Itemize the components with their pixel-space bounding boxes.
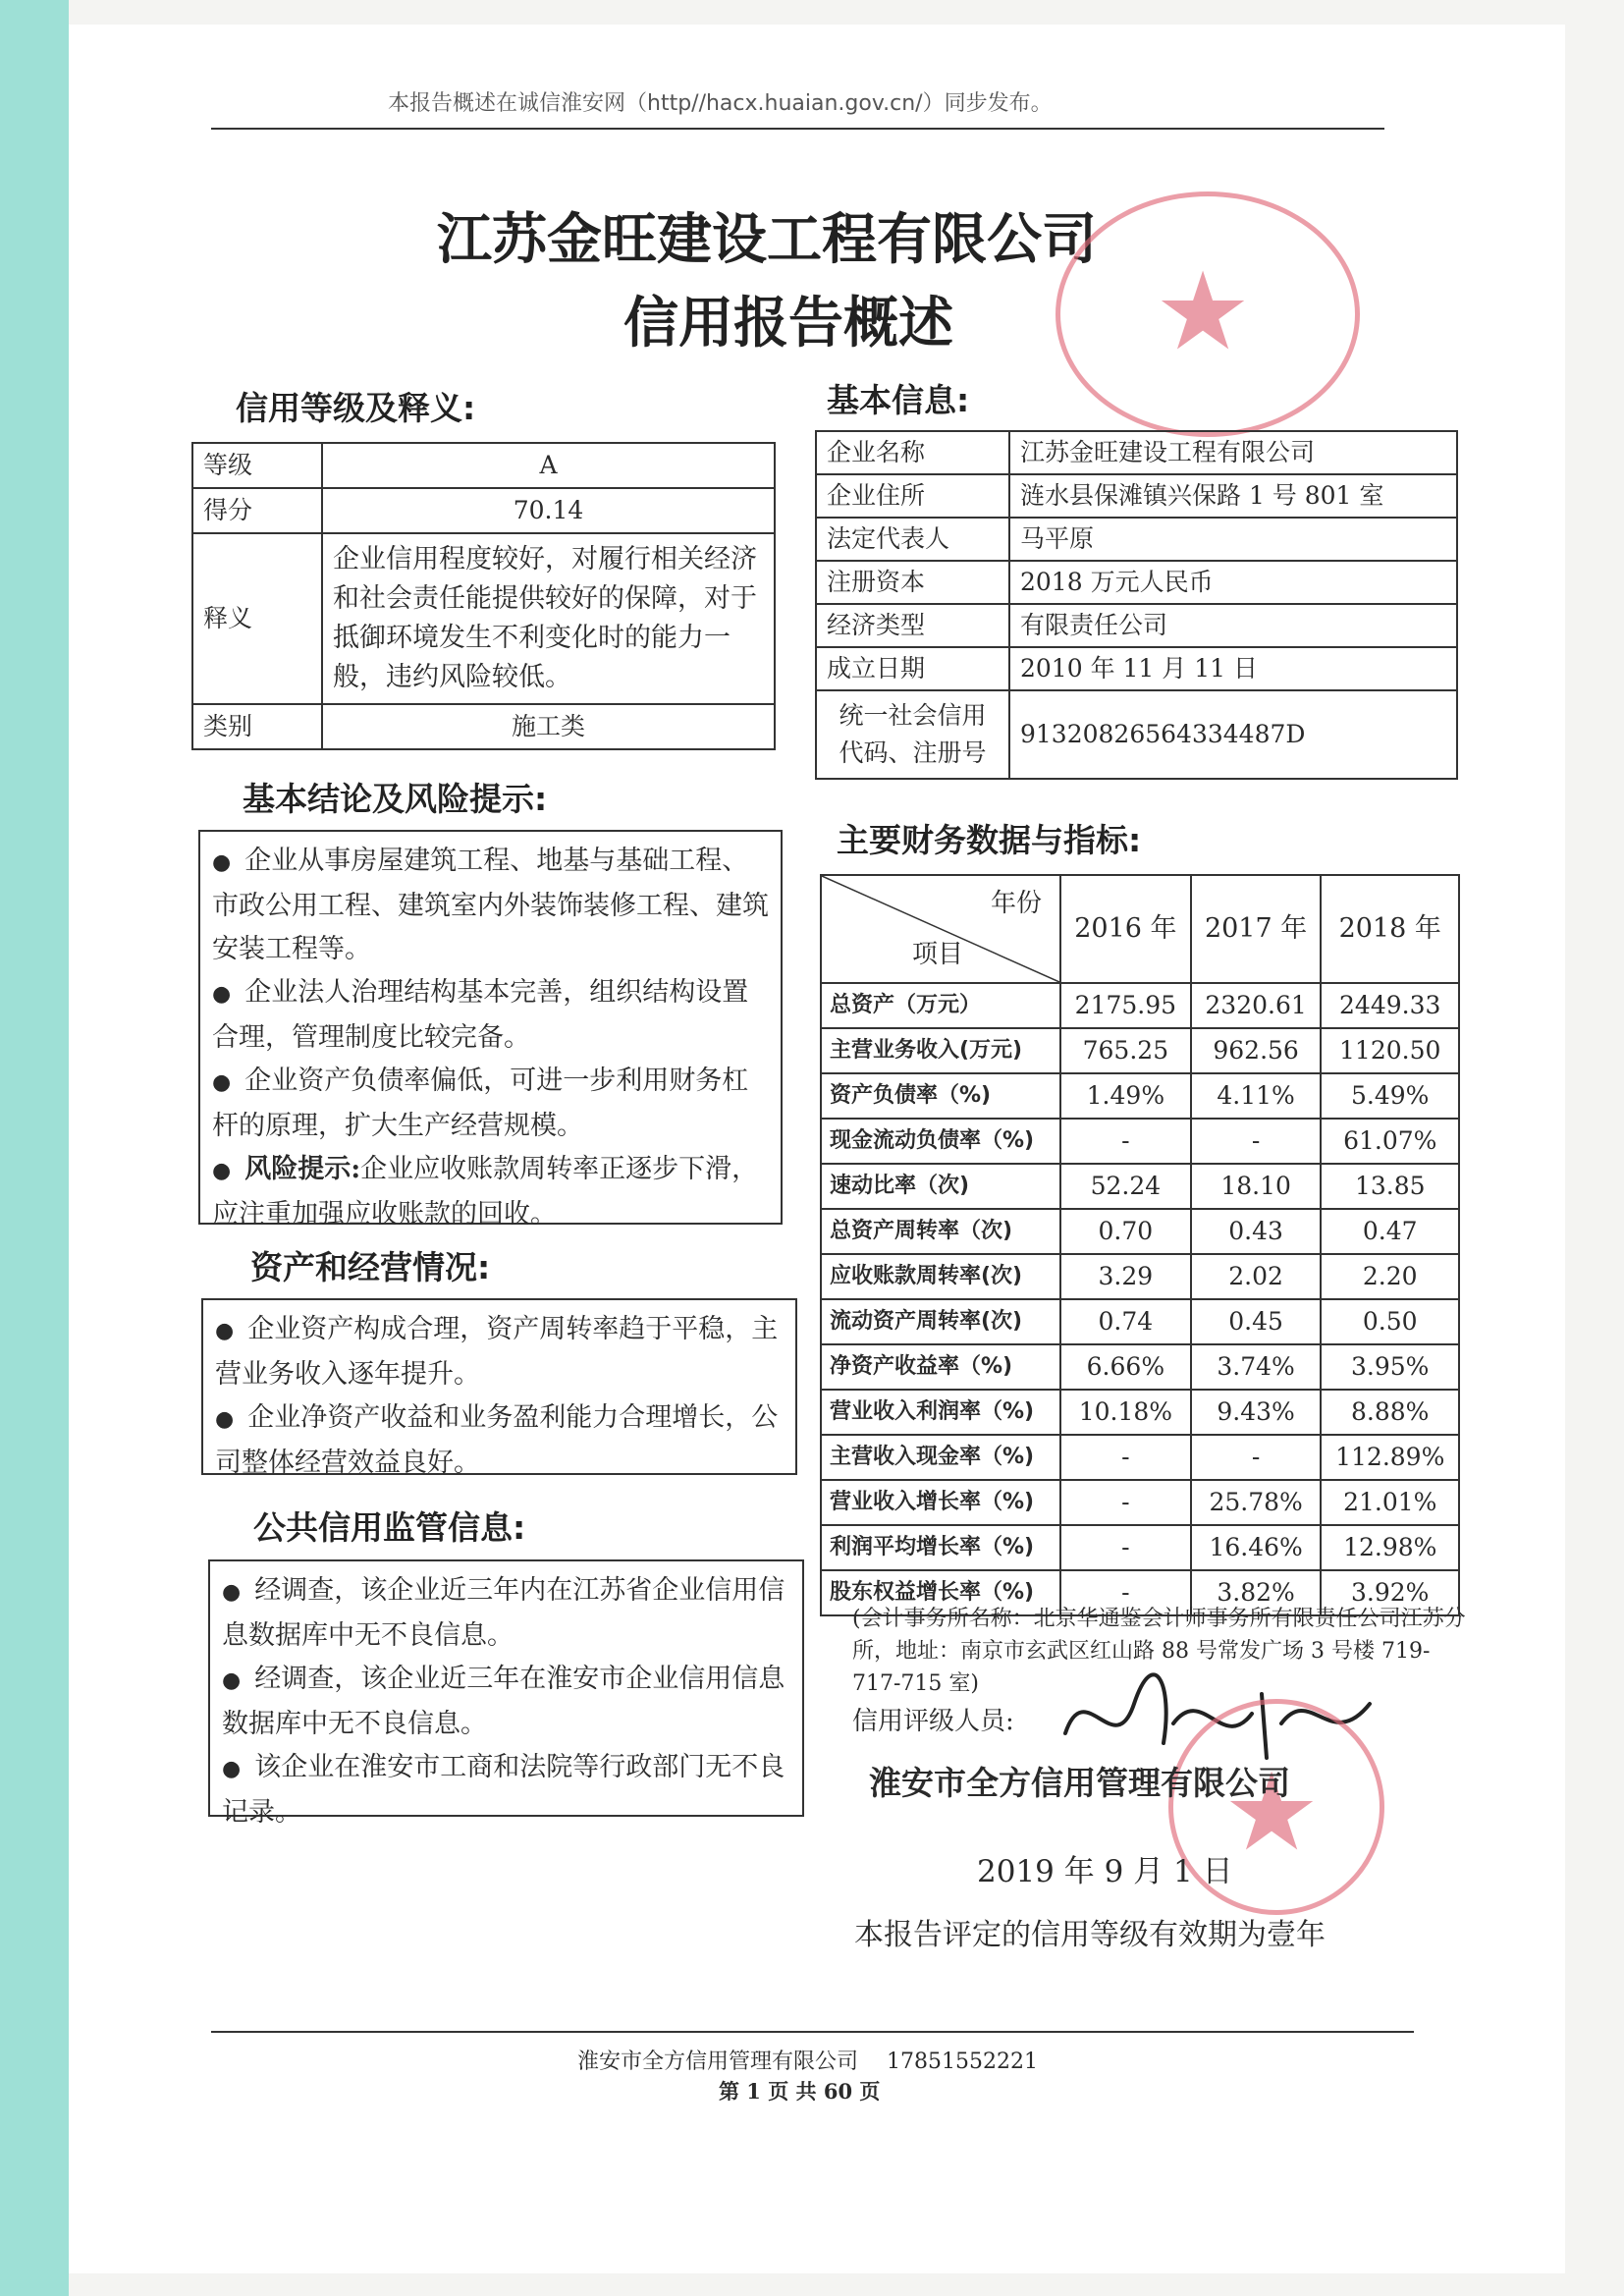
basic-label: 企业住所 xyxy=(816,474,1009,518)
issuer-name: 淮安市全方信用管理有限公司 xyxy=(869,1764,1290,1802)
finance-rows xyxy=(821,983,1459,1615)
finance-value: - xyxy=(1060,1525,1191,1570)
year-header: 2016 年 xyxy=(1060,875,1191,983)
risk-label: 风险提示: xyxy=(244,1154,361,1184)
finance-value: - xyxy=(1060,1119,1191,1164)
meaning-label: 释义 xyxy=(192,533,322,704)
finance-row-label: 主营业务收入(万元) xyxy=(821,1028,1060,1073)
basic-value: 2018 万元人民币 xyxy=(1009,561,1457,604)
finance-value: 10.18% xyxy=(1060,1390,1191,1435)
finance-value: 0.47 xyxy=(1321,1209,1459,1254)
credit-code-label-line1: 统一社会信用 xyxy=(839,701,987,730)
footer-page-number: 第 1 页 共 60 页 xyxy=(719,2079,881,2104)
basic-label: 经济类型 xyxy=(816,604,1009,647)
finance-value: - xyxy=(1060,1480,1191,1525)
supervision-item: ● 该企业在淮安市工商和法院等行政部门无不良记录。 xyxy=(222,1746,790,1834)
finance-value: 2449.33 xyxy=(1321,983,1459,1028)
finance-value: 0.50 xyxy=(1321,1299,1459,1344)
conclusion-item: ● 企业从事房屋建筑工程、地基与基础工程、市政公用工程、建筑室内外装饰装修工程、建筑安装工程等。 xyxy=(212,840,769,971)
finance-value: 962.56 xyxy=(1191,1028,1322,1073)
assets-box xyxy=(201,1298,797,1478)
finance-row-label: 股东权益增长率（%) xyxy=(821,1570,1060,1615)
publication-notice: 本报告概述在诚信淮安网（http//hacx.huaian.gov.cn/）同步发布。 xyxy=(388,91,1053,116)
finance-value: 4.11% xyxy=(1191,1073,1322,1119)
assets-item: ● 企业资产构成合理，资产周转率趋于平稳，主营业务收入逐年提升。 xyxy=(215,1308,784,1396)
conclusion-item: ● 企业资产负债率偏低，可进一步利用财务杠杆的原理，扩大生产经营规模。 xyxy=(212,1060,769,1148)
conclusion-box xyxy=(198,830,783,1230)
finance-row xyxy=(821,1073,1459,1119)
finance-row xyxy=(821,1525,1459,1570)
finance-value: - xyxy=(1191,1119,1322,1164)
finance-row xyxy=(821,1028,1459,1073)
finance-value: 2320.61 xyxy=(1191,983,1322,1028)
finance-row xyxy=(821,1480,1459,1525)
footer-divider xyxy=(211,2031,1414,2033)
risk-text: 企业应收账款周转率正逐步下滑，应注重加强应收账款的回收。 xyxy=(212,1154,759,1230)
finance-value: 9.43% xyxy=(1191,1390,1322,1435)
finance-value: 3.74% xyxy=(1191,1344,1322,1390)
supervision-heading: 公共信用监管信息: xyxy=(253,1508,526,1547)
report-title: 信用报告概述 xyxy=(623,292,953,355)
finance-row-label: 利润平均增长率（%) xyxy=(821,1525,1060,1570)
issue-date: 2019 年 9 月 1 日 xyxy=(977,1854,1233,1889)
basic-label: 法定代表人 xyxy=(816,518,1009,561)
finance-heading: 主要财务数据与指标: xyxy=(837,821,1142,859)
finance-value: 12.98% xyxy=(1321,1525,1459,1570)
footer-phone: 17851552221 xyxy=(887,2050,1038,2074)
finance-value: 13.85 xyxy=(1321,1164,1459,1209)
credit-code-label xyxy=(816,690,1009,779)
finance-row xyxy=(821,1435,1459,1480)
finance-value: 3.95% xyxy=(1321,1344,1459,1390)
finance-row xyxy=(821,1390,1459,1435)
finance-row-label: 营业收入增长率（%) xyxy=(821,1480,1060,1525)
finance-value: 1120.50 xyxy=(1321,1028,1459,1073)
corner-year-label: 年份 xyxy=(990,889,1042,918)
finance-value: 0.70 xyxy=(1060,1209,1191,1254)
grade-label: 等级 xyxy=(192,443,322,488)
year-header: 2018 年 xyxy=(1321,875,1459,983)
finance-table xyxy=(820,874,1460,1616)
finance-value: 0.74 xyxy=(1060,1299,1191,1344)
finance-row-label: 应收账款周转率(次) xyxy=(821,1254,1060,1299)
finance-row-label: 净资产收益率（%) xyxy=(821,1344,1060,1390)
finance-row xyxy=(821,1344,1459,1390)
seal-star-icon: ★ xyxy=(1154,248,1252,374)
finance-value: 1.49% xyxy=(1060,1073,1191,1119)
conclusion-item: ● 企业法人治理结构基本完善，组织结构设置合理，管理制度比较完备。 xyxy=(212,971,769,1060)
finance-value: 0.43 xyxy=(1191,1209,1322,1254)
meaning-value: 企业信用程度较好，对履行相关经济和社会责任能提供较好的保障，对于抵御环境发生不利变化时的能力一般，违约风险较低。 xyxy=(322,533,775,704)
footer-company: 淮安市全方信用管理有限公司 xyxy=(577,2050,859,2074)
seal-star-icon: ★ xyxy=(1222,1749,1321,1875)
basic-info-table xyxy=(815,430,1458,780)
finance-row-label: 流动资产周转率(次) xyxy=(821,1299,1060,1344)
score-label: 得分 xyxy=(192,488,322,533)
finance-value: 16.46% xyxy=(1191,1525,1322,1570)
finance-row xyxy=(821,983,1459,1028)
finance-value: 25.78% xyxy=(1191,1480,1322,1525)
finance-row xyxy=(821,1209,1459,1254)
finance-row xyxy=(821,1299,1459,1344)
year-header: 2017 年 xyxy=(1191,875,1322,983)
finance-corner-cell xyxy=(821,875,1060,983)
finance-row-label: 速动比率（次) xyxy=(821,1164,1060,1209)
category-label: 类别 xyxy=(192,704,322,749)
assets-heading: 资产和经营情况: xyxy=(250,1248,491,1286)
page-edge xyxy=(0,0,69,2296)
basic-value: 2010 年 11 月 11 日 xyxy=(1009,647,1457,690)
finance-value: - xyxy=(1191,1435,1322,1480)
finance-row-label: 主营收入现金率（%) xyxy=(821,1435,1060,1480)
credit-code-value: 91320826564334487D xyxy=(1009,690,1457,779)
supervision-item: ● 经调查，该企业近三年内在江苏省企业信用信息数据库中无不良信息。 xyxy=(222,1569,790,1658)
category-value: 施工类 xyxy=(322,704,775,749)
finance-value: - xyxy=(1060,1435,1191,1480)
finance-value: 52.24 xyxy=(1060,1164,1191,1209)
risk-item xyxy=(212,1148,769,1236)
grade-value: A xyxy=(322,443,775,488)
finance-row xyxy=(821,1254,1459,1299)
finance-value: 61.07% xyxy=(1321,1119,1459,1164)
basic-label: 注册资本 xyxy=(816,561,1009,604)
top-divider xyxy=(211,128,1384,130)
score-value: 70.14 xyxy=(322,488,775,533)
basic-value: 有限责任公司 xyxy=(1009,604,1457,647)
validity-note: 本报告评定的信用等级有效期为壹年 xyxy=(854,1918,1326,1952)
finance-row-label: 总资产周转率（次) xyxy=(821,1209,1060,1254)
basic-value: 江苏金旺建设工程有限公司 xyxy=(1009,431,1457,474)
basic-value: 马平原 xyxy=(1009,518,1457,561)
finance-value: 765.25 xyxy=(1060,1028,1191,1073)
company-title: 江苏金旺建设工程有限公司 xyxy=(437,208,1097,272)
corner-item-label: 项目 xyxy=(912,940,964,969)
finance-value: 2.02 xyxy=(1191,1254,1322,1299)
finance-row-label: 资产负债率（%) xyxy=(821,1073,1060,1119)
finance-row-label: 总资产（万元） xyxy=(821,983,1060,1028)
finance-row-label: 营业收入利润率（%) xyxy=(821,1390,1060,1435)
finance-value: 8.88% xyxy=(1321,1390,1459,1435)
basic-value: 涟水县保滩镇兴保路 1 号 801 室 xyxy=(1009,474,1457,518)
basic-label: 成立日期 xyxy=(816,647,1009,690)
rater-label: 信用评级人员: xyxy=(852,1707,1014,1736)
finance-value: 2.20 xyxy=(1321,1254,1459,1299)
basic-label: 企业名称 xyxy=(816,431,1009,474)
finance-value: 3.82% xyxy=(1191,1570,1322,1615)
credit-code-label-line2: 代码、注册号 xyxy=(839,738,987,767)
finance-value: 21.01% xyxy=(1321,1480,1459,1525)
finance-value: 5.49% xyxy=(1321,1073,1459,1119)
finance-value: - xyxy=(1060,1570,1191,1615)
credit-table xyxy=(191,442,776,750)
finance-value: 18.10 xyxy=(1191,1164,1322,1209)
supervision-box xyxy=(208,1559,804,1828)
finance-value: 2175.95 xyxy=(1060,983,1191,1028)
finance-value: 0.45 xyxy=(1191,1299,1322,1344)
finance-row xyxy=(821,1164,1459,1209)
assets-item: ● 企业净资产收益和业务盈利能力合理增长，公司整体经营效益良好。 xyxy=(215,1396,784,1485)
finance-row-label: 现金流动负债率（%) xyxy=(821,1119,1060,1164)
basic-info-heading: 基本信息: xyxy=(827,381,970,419)
footer-company-line xyxy=(577,2045,1038,2075)
finance-value: 112.89% xyxy=(1321,1435,1459,1480)
finance-value: 3.92% xyxy=(1321,1570,1459,1615)
finance-row xyxy=(821,1119,1459,1164)
finance-value: 6.66% xyxy=(1060,1344,1191,1390)
accounting-firm-note: (会计事务所名称：北京华通鉴会计师事务所有限责任公司江苏分所，地址：南京市玄武区红山路 88 号常发广场 3 号楼 719-717-715 室) xyxy=(852,1607,1466,1696)
finance-value: 3.29 xyxy=(1060,1254,1191,1299)
credit-heading: 信用等级及释义: xyxy=(236,389,476,427)
conclusion-heading: 基本结论及风险提示: xyxy=(243,780,548,818)
supervision-item: ● 经调查，该企业近三年在淮安市企业信用信息数据库中无不良信息。 xyxy=(222,1658,790,1746)
